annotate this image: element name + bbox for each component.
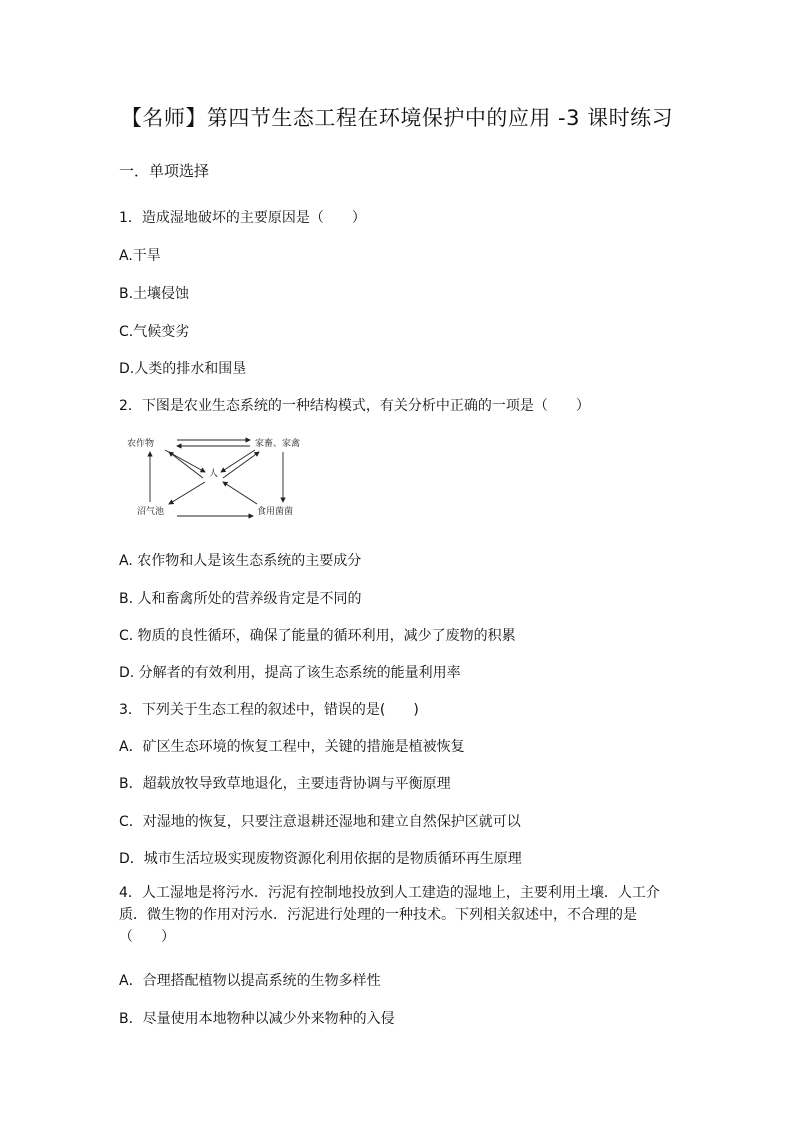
question-4-option-b: B．尽量使用本地物种以减少外来物种的入侵 [119,1011,395,1027]
node-human: 人 [209,469,219,479]
question-4-stem: 4．人工湿地是将污水．污泥有控制地投放到人工建造的湿地上，主要利用土壤．人工介质．微生物的作用对污水．污泥进行处理的一种技术。下列相关叙述中，不合理的是（ ） [119,885,660,945]
section-heading: 一．单项选择 [119,162,210,180]
question-1-option-c: C.气候变劣 [119,324,190,340]
page-title: 【名师】第四节生态工程在环境保护中的应用 -3 课时练习 [120,106,674,130]
question-1-option-b: B.土壤侵蚀 [119,286,190,302]
question-1-option-d: D.人类的排水和围垦 [119,361,247,377]
arrow-human-to-livestock [223,452,259,478]
question-4-option-a: A．合理搭配植物以提高系统的生物多样性 [119,973,381,989]
question-3-option-b: B．超载放牧导致草地退化，主要违背协调与平衡原理 [119,776,451,792]
question-2-option-a: A. 农作物和人是该生态系统的主要成分 [119,553,362,569]
question-2-stem: 2．下图是农业生态系统的一种结构模式，有关分析中正确的一项是（ ） [119,398,590,414]
arrow-fungi-to-human [223,482,257,504]
node-biogas: 沼气池 [137,507,165,517]
arrow-human-to-biogas [169,482,205,504]
question-2-option-d: D. 分解者的有效利用，提高了该生态系统的能量利用率 [119,665,461,681]
question-3-option-d: D．城市生活垃圾实现废物资源化利用依据的是物质循环再生原理 [119,851,522,867]
arrow-livestock-to-human [221,450,255,472]
question-3-option-c: C．对湿地的恢复，只要注意退耕还湿地和建立自然保护区就可以 [119,814,521,830]
question-1-stem: 1．造成湿地破坏的主要原因是（ ） [119,210,366,226]
node-crops: 农作物 [127,439,155,449]
question-3-option-a: A．矿区生态环境的恢复工程中，关键的措施是植被恢复 [119,739,465,755]
question-2-option-b: B. 人和畜禽所处的营养级肯定是不同的 [119,591,362,607]
agro-ecosystem-diagram [125,432,320,522]
node-fungi: 食用菌菌 [257,507,294,517]
question-3-stem: 3．下列关于生态工程的叙述中，错误的是( ) [119,702,419,718]
question-2-option-c: C. 物质的良性循环，确保了能量的循环利用，减少了废物的积累 [119,628,516,644]
node-livestock: 家畜、家禽 [255,439,301,449]
question-1-option-a: A.干旱 [119,248,161,264]
arrow-human-to-crops [169,452,203,478]
